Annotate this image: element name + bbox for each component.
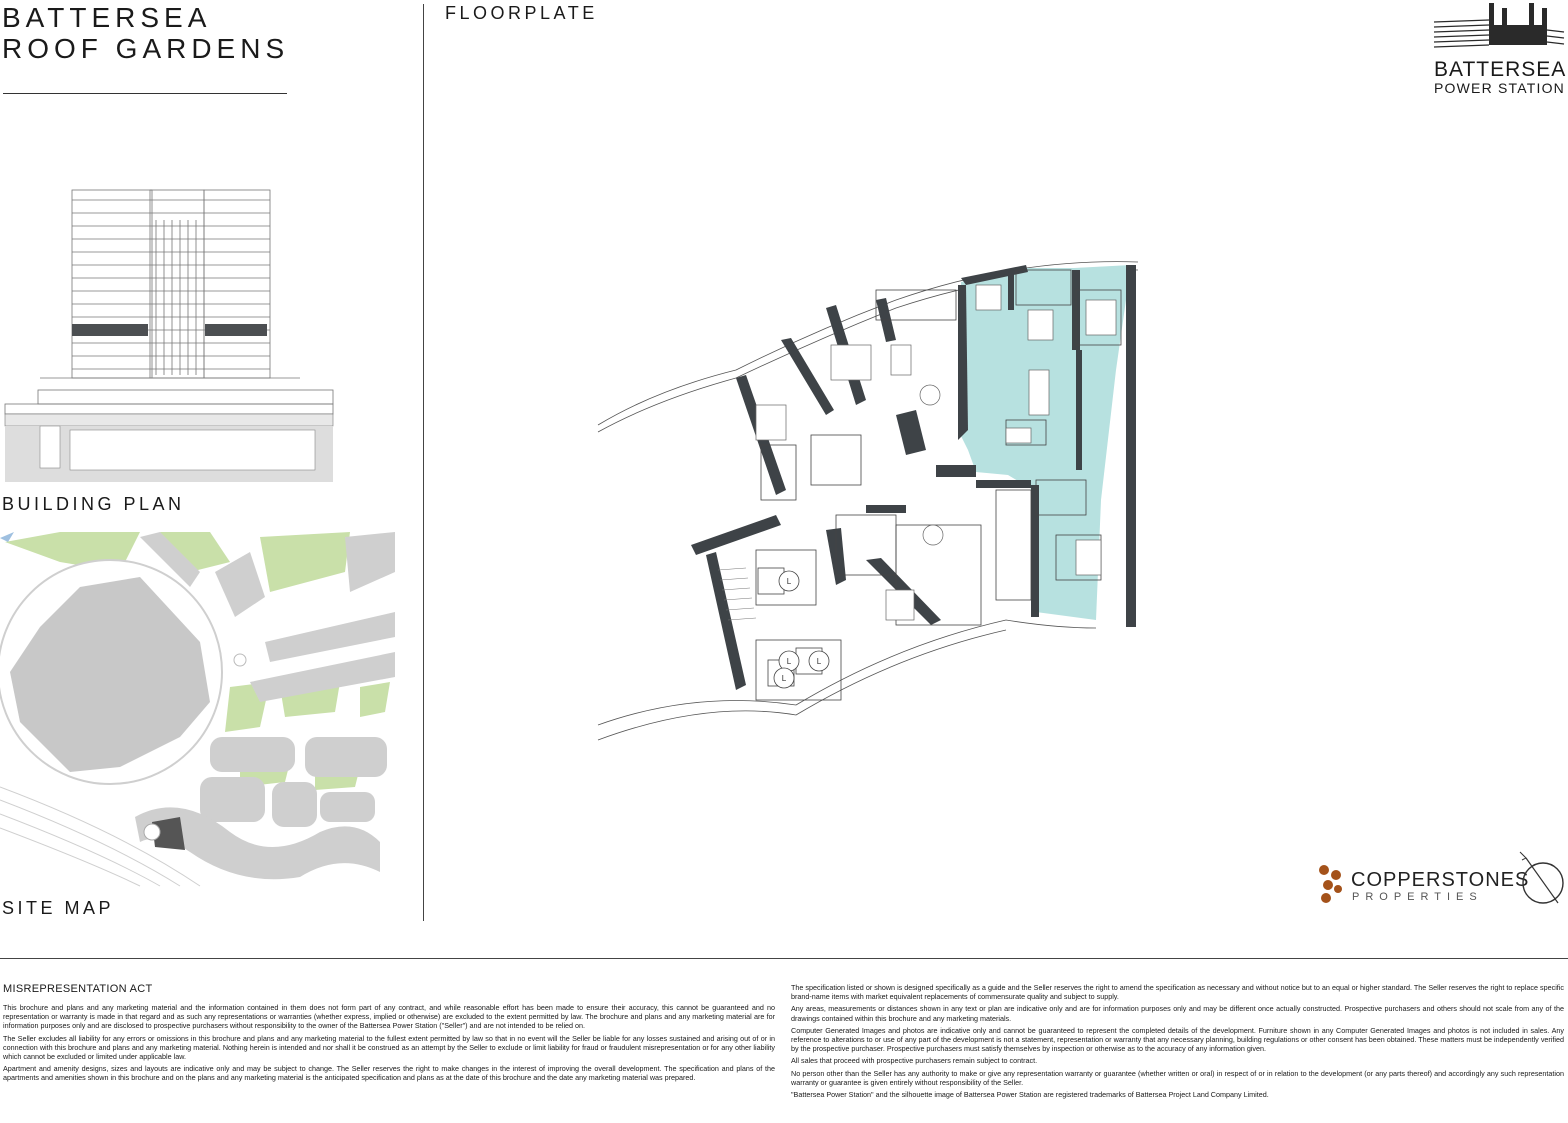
brand-subtitle: POWER STATION xyxy=(1434,80,1565,96)
copperstones-logo-icon xyxy=(1316,863,1348,905)
disclaimer-paragraph: Any areas, measurements or distances shown in any text or plan are indicative only and are for information purposes only and may be different once actually constructed. Prospective purchasers and others should not scale from any of the drawings contained within this brochure and any marketing materials. xyxy=(791,1004,1564,1023)
north-arrow-icon xyxy=(1518,848,1568,908)
building-elevation-drawing xyxy=(0,185,340,485)
footer-divider xyxy=(0,958,1568,959)
floorplate-label: FLOORPLATE xyxy=(445,3,598,23)
vertical-divider xyxy=(423,4,424,921)
title-divider xyxy=(3,93,287,94)
disclaimer-paragraph: The specification listed or shown is designed specifically as a guide and the Seller reserves the right to amend the specification as necessary and without notice but to an equal or higher standard. The Seller reserves the right to replace specific brand-name items with market equivalent replacements of commensurate quality and subject to supply. xyxy=(791,983,1564,1002)
brand-name: BATTERSEA xyxy=(1434,58,1567,81)
lift-label: L xyxy=(786,657,792,666)
lift-label: L xyxy=(816,657,822,666)
disclaimer-left-column xyxy=(3,1003,775,1086)
site-map-label: SITE MAP xyxy=(2,898,115,918)
lift-label: L xyxy=(786,577,792,586)
lift-label: L xyxy=(781,674,787,683)
site-map xyxy=(0,532,398,888)
disclaimer-paragraph: Computer Generated Images and photos are indicative only and cannot be guaranteed to represent the completed details of the development. Furniture shown in any Computer Generated Images and photos is not included in sales. Any reference to alterations to or use of any part of the development is not a statement, representation or warranty that any necessary planning, building regulations or other consent has been obtained. These matters must be independently verified by the prospective purchaser. Prospective purchasers must satisfy themselves by inspection or otherwise as to the accuracy of any information given. xyxy=(791,1025,1564,1054)
disclaimer-paragraph: The Seller excludes all liability for any errors or omissions in this brochure and plans and any marketing material to the fullest extent permitted by law so that in no event will the Seller be liable for any losses sustained and arising out of or in connection with this brochure and plans and any marketing material. Nothing herein is intended and nor shall it be construed as an attempt by the Seller to exclude or limit liability for fraud or fraudulent misrepresentation or for any other liability which cannot be excluded or limited under applicable law. xyxy=(3,1033,775,1062)
disclaimer-paragraph: Apartment and amenity designs, sizes and layouts are indicative only and may be subject to change. The Seller reserves the right to make changes in the interest of improving the overall development. The specification and plans of the apartments and amenities shown in this brochure and on the plans and any marketing material is the anticipated specification and plans as at the date of this brochure and the date any marketing material was prepared. xyxy=(3,1064,775,1083)
disclaimer-paragraph: All sales that proceed with prospective purchasers remain subject to contract. xyxy=(791,1056,1038,1066)
agent-subtitle: PROPERTIES xyxy=(1352,891,1483,903)
disclaimer-paragraph: "Battersea Power Station" and the silhouette image of Battersea Power Station are registered trademarks of Battersea Project Land Company Limited. xyxy=(791,1090,1269,1100)
building-plan-label: BUILDING PLAN xyxy=(2,494,185,514)
disclaimer-paragraph: This brochure and plans and any marketing material and the information contained in them does not form part of any contract, and while reasonable effort has been made to ensure their accuracy, this cannot be guaranteed and no representation or warranty is made in that regard and as such any representations or warranties (whether express, implied or otherwise) are excluded to the extent permitted by law. The brochure and plans and any marketing material are for information purposes only and are disclosed to prospective purchasers without responsibility to the owner of the Battersea Power Station ("Seller") and are not intended to be relied on. xyxy=(3,1003,775,1031)
power-station-logo-icon xyxy=(1434,0,1564,50)
disclaimer-title: MISREPRESENTATION ACT xyxy=(3,983,153,995)
page-title: BATTERSEA ROOF GARDENS xyxy=(2,2,290,64)
disclaimer-right-column xyxy=(791,983,1564,1102)
disclaimer-paragraph: No person other than the Seller has any authority to make or give any representation warranty or guarantee (whether written or oral) in respect of or in relation to the development (or any parts thereof) and accordingly any such representation warranty or guarantee is given entirely without responsibility of the Seller. xyxy=(791,1068,1564,1087)
agent-name: COPPERSTONES xyxy=(1351,869,1530,891)
floorplan-drawing xyxy=(596,250,1144,745)
